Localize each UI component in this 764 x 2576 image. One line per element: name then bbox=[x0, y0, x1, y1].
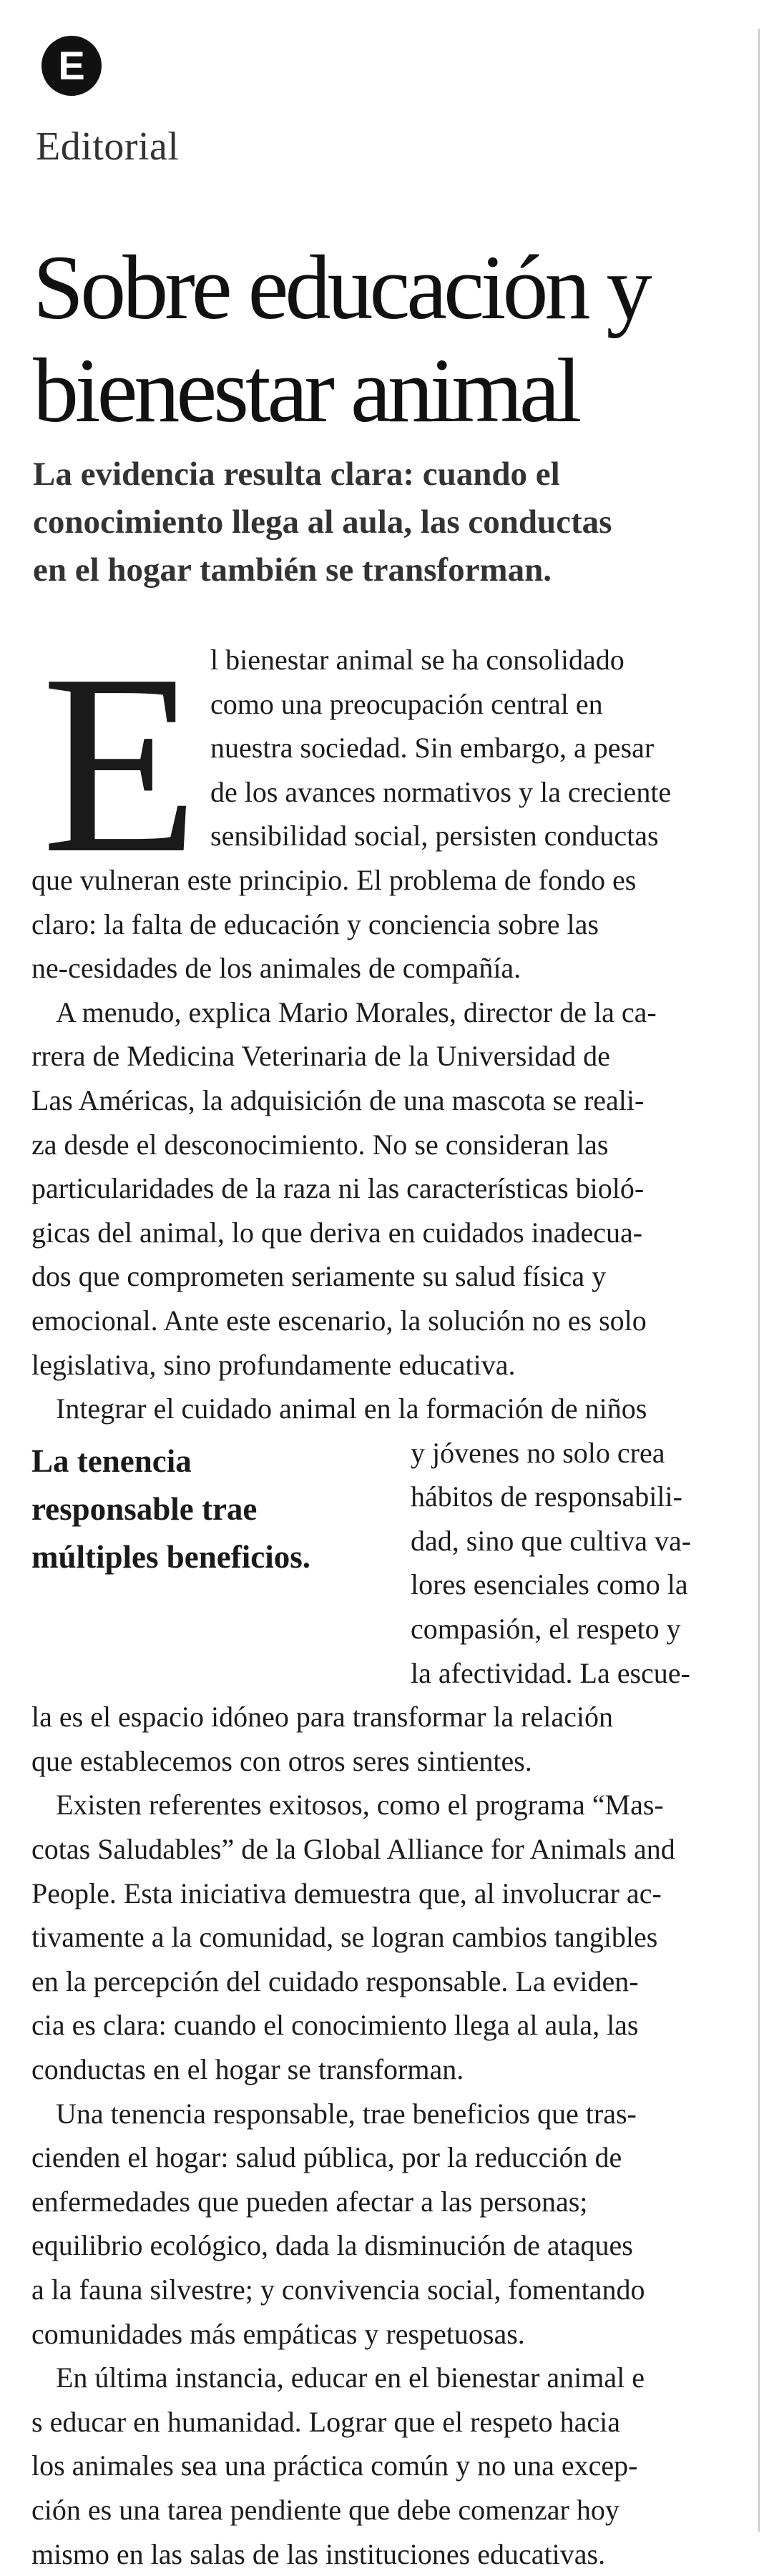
body-line: rrera de Medicina Veterinaria de la Universidad de bbox=[31, 1040, 610, 1073]
body-line: la es el espacio idóneo para transformar la relación bbox=[31, 1701, 613, 1734]
body-line: y jóvenes no solo crea bbox=[411, 1436, 665, 1469]
body-line: nuestra sociedad. Sin embargo, a pesar bbox=[210, 732, 655, 765]
body-line: A menudo, explica Mario Morales, director de la ca- bbox=[56, 996, 657, 1028]
body-line: como una preocupación central en bbox=[210, 687, 603, 720]
headline bbox=[33, 236, 734, 442]
body-line: cienden el hogar: salud pública, por la reducción de bbox=[31, 2141, 622, 2174]
body-line: particularidades de la raza ni las características bioló- bbox=[31, 1172, 645, 1205]
body-line: gicas del animal, lo que deriva en cuidados inadecua- bbox=[31, 1216, 643, 1249]
body-line: que vulneran este principio. El problema de fondo es bbox=[31, 863, 637, 896]
pull-quote-line: responsable trae bbox=[31, 1491, 258, 1527]
body-line: za desde el desconocimiento. No se consideran las bbox=[31, 1128, 609, 1161]
body-line: conductas en el hogar se transforman. bbox=[31, 2053, 464, 2085]
body-line: compasión, el respeto y bbox=[411, 1613, 681, 1646]
logo-badge: E bbox=[41, 36, 102, 96]
body-line: Existen referentes exitosos, como el programa “Mas- bbox=[56, 1789, 664, 1822]
body-line: sensibilidad social, persisten conductas bbox=[210, 820, 659, 852]
dek-subtitle bbox=[33, 451, 734, 594]
body-line: enfermedades que pueden afectar a las personas; bbox=[31, 2185, 588, 2218]
section-label: Editorial bbox=[36, 124, 180, 169]
body-line: de los avances normativos y la creciente bbox=[210, 775, 672, 808]
dek-line: en el hogar también se transforman. bbox=[33, 551, 552, 589]
dek-line: La evidencia resulta clara: cuando el bbox=[33, 456, 560, 493]
body-line: lores esenciales como la bbox=[411, 1568, 688, 1601]
body-line: Las Américas, la adquisición de una mascota se reali- bbox=[31, 1083, 645, 1116]
body-line: mismo en las salas de las instituciones educativas. bbox=[31, 2537, 606, 2570]
body-line: la afectividad. La escue- bbox=[411, 1656, 690, 1689]
body-line: cotas Saludables” de la Global Alliance for Animals and bbox=[31, 1833, 675, 1866]
body-line: Una tenencia responsable, trae beneficios que tras- bbox=[56, 2097, 637, 2130]
dek-line: conocimiento llega al aula, las conductas bbox=[33, 503, 612, 541]
body-line: en la percepción del cuidado responsable. La eviden- bbox=[31, 1965, 639, 1997]
body-line: En última instancia, educar en el bienestar animal e bbox=[56, 2361, 645, 2394]
body-line: dos que comprometen seriamente su salud física y bbox=[31, 1260, 607, 1293]
body-line: l bienestar animal se ha consolidado bbox=[210, 644, 625, 676]
body-line: que establecemos con otros seres sintientes. bbox=[31, 1744, 532, 1777]
body-line: claro: la falta de educación y conciencia sobre las bbox=[31, 908, 599, 940]
body-line: equilibrio ecológico, dada la disminución de ataques bbox=[31, 2229, 633, 2262]
body-line: hábitos de responsabili- bbox=[411, 1480, 682, 1513]
body-line: legislativa, sino profundamente educativa. bbox=[31, 1348, 516, 1381]
body-line: s educar en humanidad. Lograr que el respeto hacia bbox=[31, 2405, 620, 2438]
page-edge-line bbox=[758, 29, 760, 2532]
body-line: los animales sea una práctica común y no una excep- bbox=[31, 2449, 638, 2482]
body-line: comunidades más empáticas y respetuosas. bbox=[31, 2317, 525, 2350]
body-line: emocional. Ante este escenario, la solución no es solo bbox=[31, 1304, 647, 1337]
drop-cap: E bbox=[41, 621, 199, 906]
body-line: ción es una tarea pendiente que debe comenzar hoy bbox=[31, 2493, 619, 2526]
body-line: ne-cesidades de los animales de compañía. bbox=[31, 952, 521, 985]
article-body bbox=[31, 621, 740, 2576]
body-line: dad, sino que cultiva va- bbox=[411, 1524, 692, 1557]
body-line: tivamente a la comunidad, se logran cambios tangibles bbox=[31, 1921, 658, 1954]
headline-line: bienestar animal bbox=[33, 340, 579, 441]
body-line: a la fauna silvestre; y convivencia social, fomentando bbox=[31, 2273, 645, 2306]
body-line: People. Esta iniciativa demuestra que, al involucrar ac- bbox=[31, 1877, 662, 1909]
body-line: Integrar el cuidado animal en la formación de niños bbox=[56, 1392, 647, 1425]
pull-quote-line: La tenencia bbox=[31, 1443, 192, 1479]
pull-quote-line: múltiples beneficios. bbox=[31, 1539, 310, 1575]
headline-line: Sobre educación y bbox=[33, 237, 649, 338]
body-line: cia es clara: cuando el conocimiento llega al aula, las bbox=[31, 2009, 639, 2042]
